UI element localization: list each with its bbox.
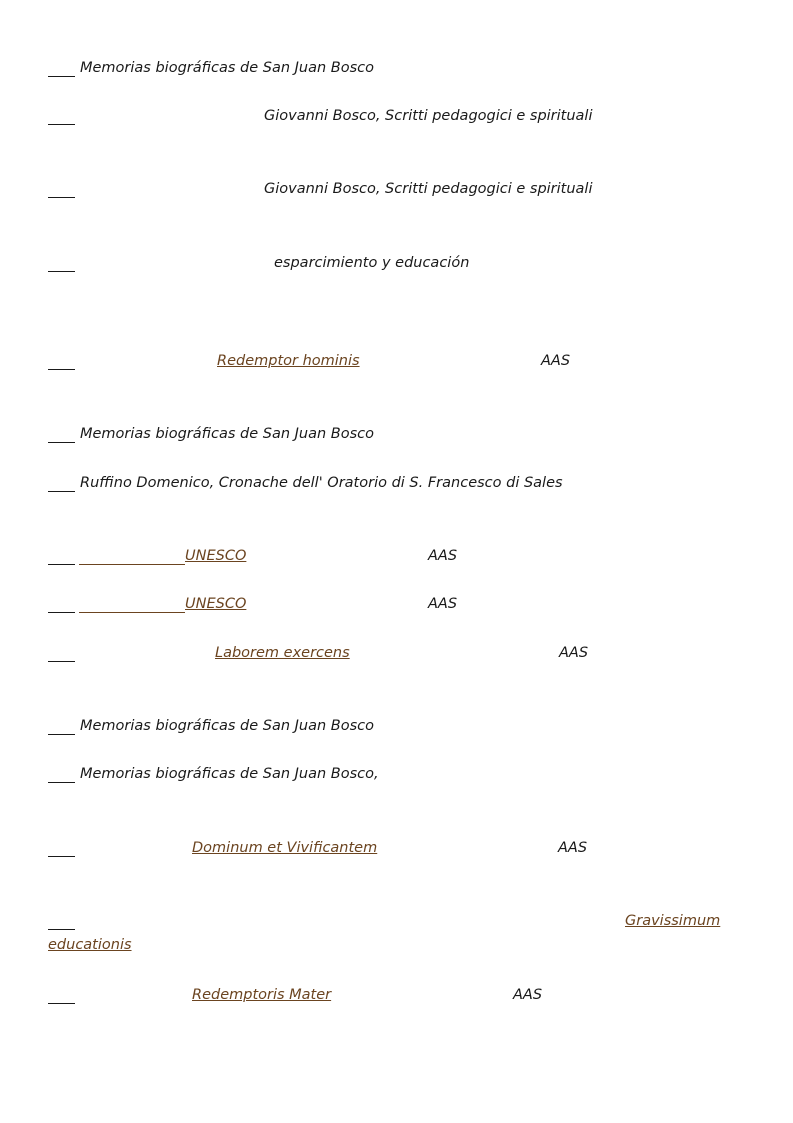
blank-dash (48, 58, 75, 77)
blank-dash (48, 985, 75, 1004)
link-underline (79, 594, 185, 613)
blank-dash (48, 911, 75, 930)
citation-link[interactable]: Redemptoris Mater (192, 987, 332, 1003)
link-underline (79, 546, 185, 565)
blank-dash (48, 838, 75, 857)
citation-text: Memorias biográficas de San Juan Bosco (80, 60, 375, 76)
footnote-line-continuation (48, 935, 132, 955)
citation-text: Ruffino Domenico, Cronache dell' Oratorio di S. Francesco di Sales (80, 475, 563, 491)
journal-abbrev: AAS (558, 840, 588, 856)
blank-dash (48, 106, 75, 125)
citation-text: Memorias biográficas de San Juan Bosco (80, 426, 375, 442)
blank-dash (48, 594, 75, 613)
blank-dash (48, 179, 75, 198)
citation-link[interactable]: Gravissimum (625, 913, 721, 929)
blank-dash (48, 424, 75, 443)
citation-link[interactable]: UNESCO (185, 596, 247, 612)
blank-dash (48, 546, 75, 565)
citation-link[interactable]: UNESCO (185, 548, 247, 564)
citation-text: Giovanni Bosco, Scritti pedagogici e spirituali (264, 108, 593, 124)
blank-dash (48, 764, 75, 783)
citation-text: esparcimiento y educación (274, 255, 470, 271)
citation-text: Memorias biográficas de San Juan Bosco (80, 718, 375, 734)
blank-dash (48, 473, 75, 492)
blank-dash (48, 716, 75, 735)
citation-text: Memorias biográficas de San Juan Bosco, (80, 766, 379, 782)
journal-abbrev: AAS (541, 353, 571, 369)
citation-link[interactable]: Redemptor hominis (217, 353, 360, 369)
blank-dash (48, 351, 75, 370)
citation-link[interactable]: educationis (48, 937, 132, 953)
journal-abbrev: AAS (559, 645, 589, 661)
citation-link[interactable]: Laborem exercens (215, 645, 350, 661)
citation-text: Giovanni Bosco, Scritti pedagogici e spirituali (264, 181, 593, 197)
blank-dash (48, 643, 75, 662)
blank-dash (48, 253, 75, 272)
journal-abbrev: AAS (513, 987, 543, 1003)
journal-abbrev: AAS (428, 548, 458, 564)
citation-link[interactable]: Dominum et Vivificantem (192, 840, 378, 856)
journal-abbrev: AAS (428, 596, 458, 612)
